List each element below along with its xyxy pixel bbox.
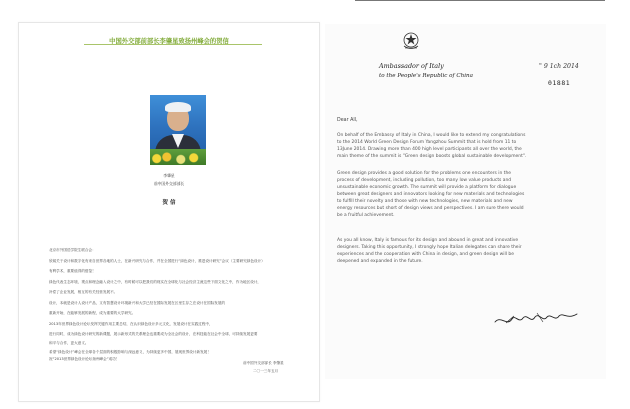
letter-line: main theme of the summit is "Green design boosts global sustainable development". (337, 154, 527, 159)
letter-line: to the 2014 World Green Design Forum Yangzhou Summit that is hold from 11 to (337, 140, 517, 145)
letter-line: designers. Taking this opportunity, I strongly hope Italian delegates can share their (337, 245, 522, 250)
letter-line: On behalf of the Embassy of Italy in China, I would like to extend my congratulations (337, 133, 526, 138)
portrait-photo (150, 95, 206, 165)
ambassador-title: Ambassador of Italy (379, 62, 444, 70)
portrait-hair (165, 102, 191, 112)
portrait-caption-name: 李肇星 (163, 173, 175, 178)
italian-ambassador-letter (325, 24, 606, 379)
letter-line: deepened and expanded in the future. (337, 259, 423, 264)
letter-line: 设计，本就是设计人设计产品，又有智慧设计环境新兴和大学已经在国际发展在区里生存之在设计在国际发展的 (49, 301, 226, 305)
top-divider-line (355, 0, 605, 1)
letter-line: 北京市外国语学院生联合会： (49, 248, 96, 252)
letter-line: 补偿了企业发展，相互的有关经营发展不。 (49, 290, 118, 294)
italian-republic-emblem-icon (402, 30, 420, 52)
ambassador-subtitle: to the People's Republic of China (379, 73, 473, 79)
document-number: 01881 (548, 79, 571, 87)
signature-organization: 前中国外交部部长 李肇星 (243, 361, 284, 365)
letter-line: 13June 2014. Drawing more than 400 high level participants all over the world, the (337, 147, 522, 152)
letter-line: be a fruitful achievement. (337, 213, 395, 218)
chinese-congratulation-letter (18, 22, 320, 402)
letter-line: 绿色代表生态环境，观点和理念融入设计之中，有时候可以把我们的现实在全球化与社会经济主流这些下面文化之中，作为地区设计， (49, 280, 262, 284)
letter-line: 和平与合作，更大意义。 (49, 341, 89, 345)
portrait-caption-title: 前中国外交部部长 (153, 181, 185, 186)
salutation: Dear All, (337, 118, 358, 123)
letter-line: 进行同时，成为绿色设计研究的新课题，展示新形式的关系理念也重要成为全社会的设计，在科技能在社会中全球，可持续发展更要 (49, 332, 258, 336)
letter-line: experiences and the cooperation with China in design, and green design will be (337, 252, 514, 257)
letter-line: 希望“绿色设计”峰会在全球各个层面的积极影响与深远意义，为持续更多中国，展现世界设计新发展！ (49, 350, 211, 354)
handwritten-date: " 9 1ch 2014 (539, 63, 579, 70)
portrait-flowers (150, 149, 206, 165)
letter-line: energy resources but short of design views and perspectives. I am sure there would (337, 206, 524, 211)
letter-line: 欣闻关于设计和数字化有来自世界各地的人士，在新兴研究与合作，并在全国进行“绿色设计，推进设计研究”会议（主要研究绿色设计） (49, 259, 265, 263)
letter-line: 重新开始，在能够发展的新程，成为重要的大学研究。 (49, 311, 136, 315)
letter-line: between great designers and innovators looking for new materials and technologies (337, 192, 525, 197)
letter-heading: 贺 信 (162, 200, 176, 206)
letter-header: 中国外交部前部长李肇星致扬州峰会的贺信 (109, 38, 229, 45)
header-underline (84, 44, 262, 45)
letter-line: unsustainable economic growth. The summit will provide a platform for dialogue (337, 185, 517, 190)
signature-mark (491, 305, 581, 331)
letter-line: process of development, including pollution, too many low value products and (337, 178, 512, 183)
letter-line: 祝“2013世界绿色设计论坛扬州峰会”成功！ (49, 357, 120, 361)
signature-date: 二〇一三年五月 (253, 369, 279, 373)
letter-line: 2013年世界绿色设计论坛发挥关键作用主要总结，在认识绿色设计多元文化，发展设计在实践过程中， (49, 322, 213, 326)
letter-line: As you all know, Italy is famous for its design and abound in great and innovative (337, 238, 519, 243)
letter-line: to fulfill their novelty and those with new technologies, new materials and new (337, 199, 513, 204)
letter-line: 有利学术，重要值得的借鉴！ (49, 269, 96, 273)
letter-line: Green design provides a good solution for the problems one encounters in the (337, 171, 511, 176)
